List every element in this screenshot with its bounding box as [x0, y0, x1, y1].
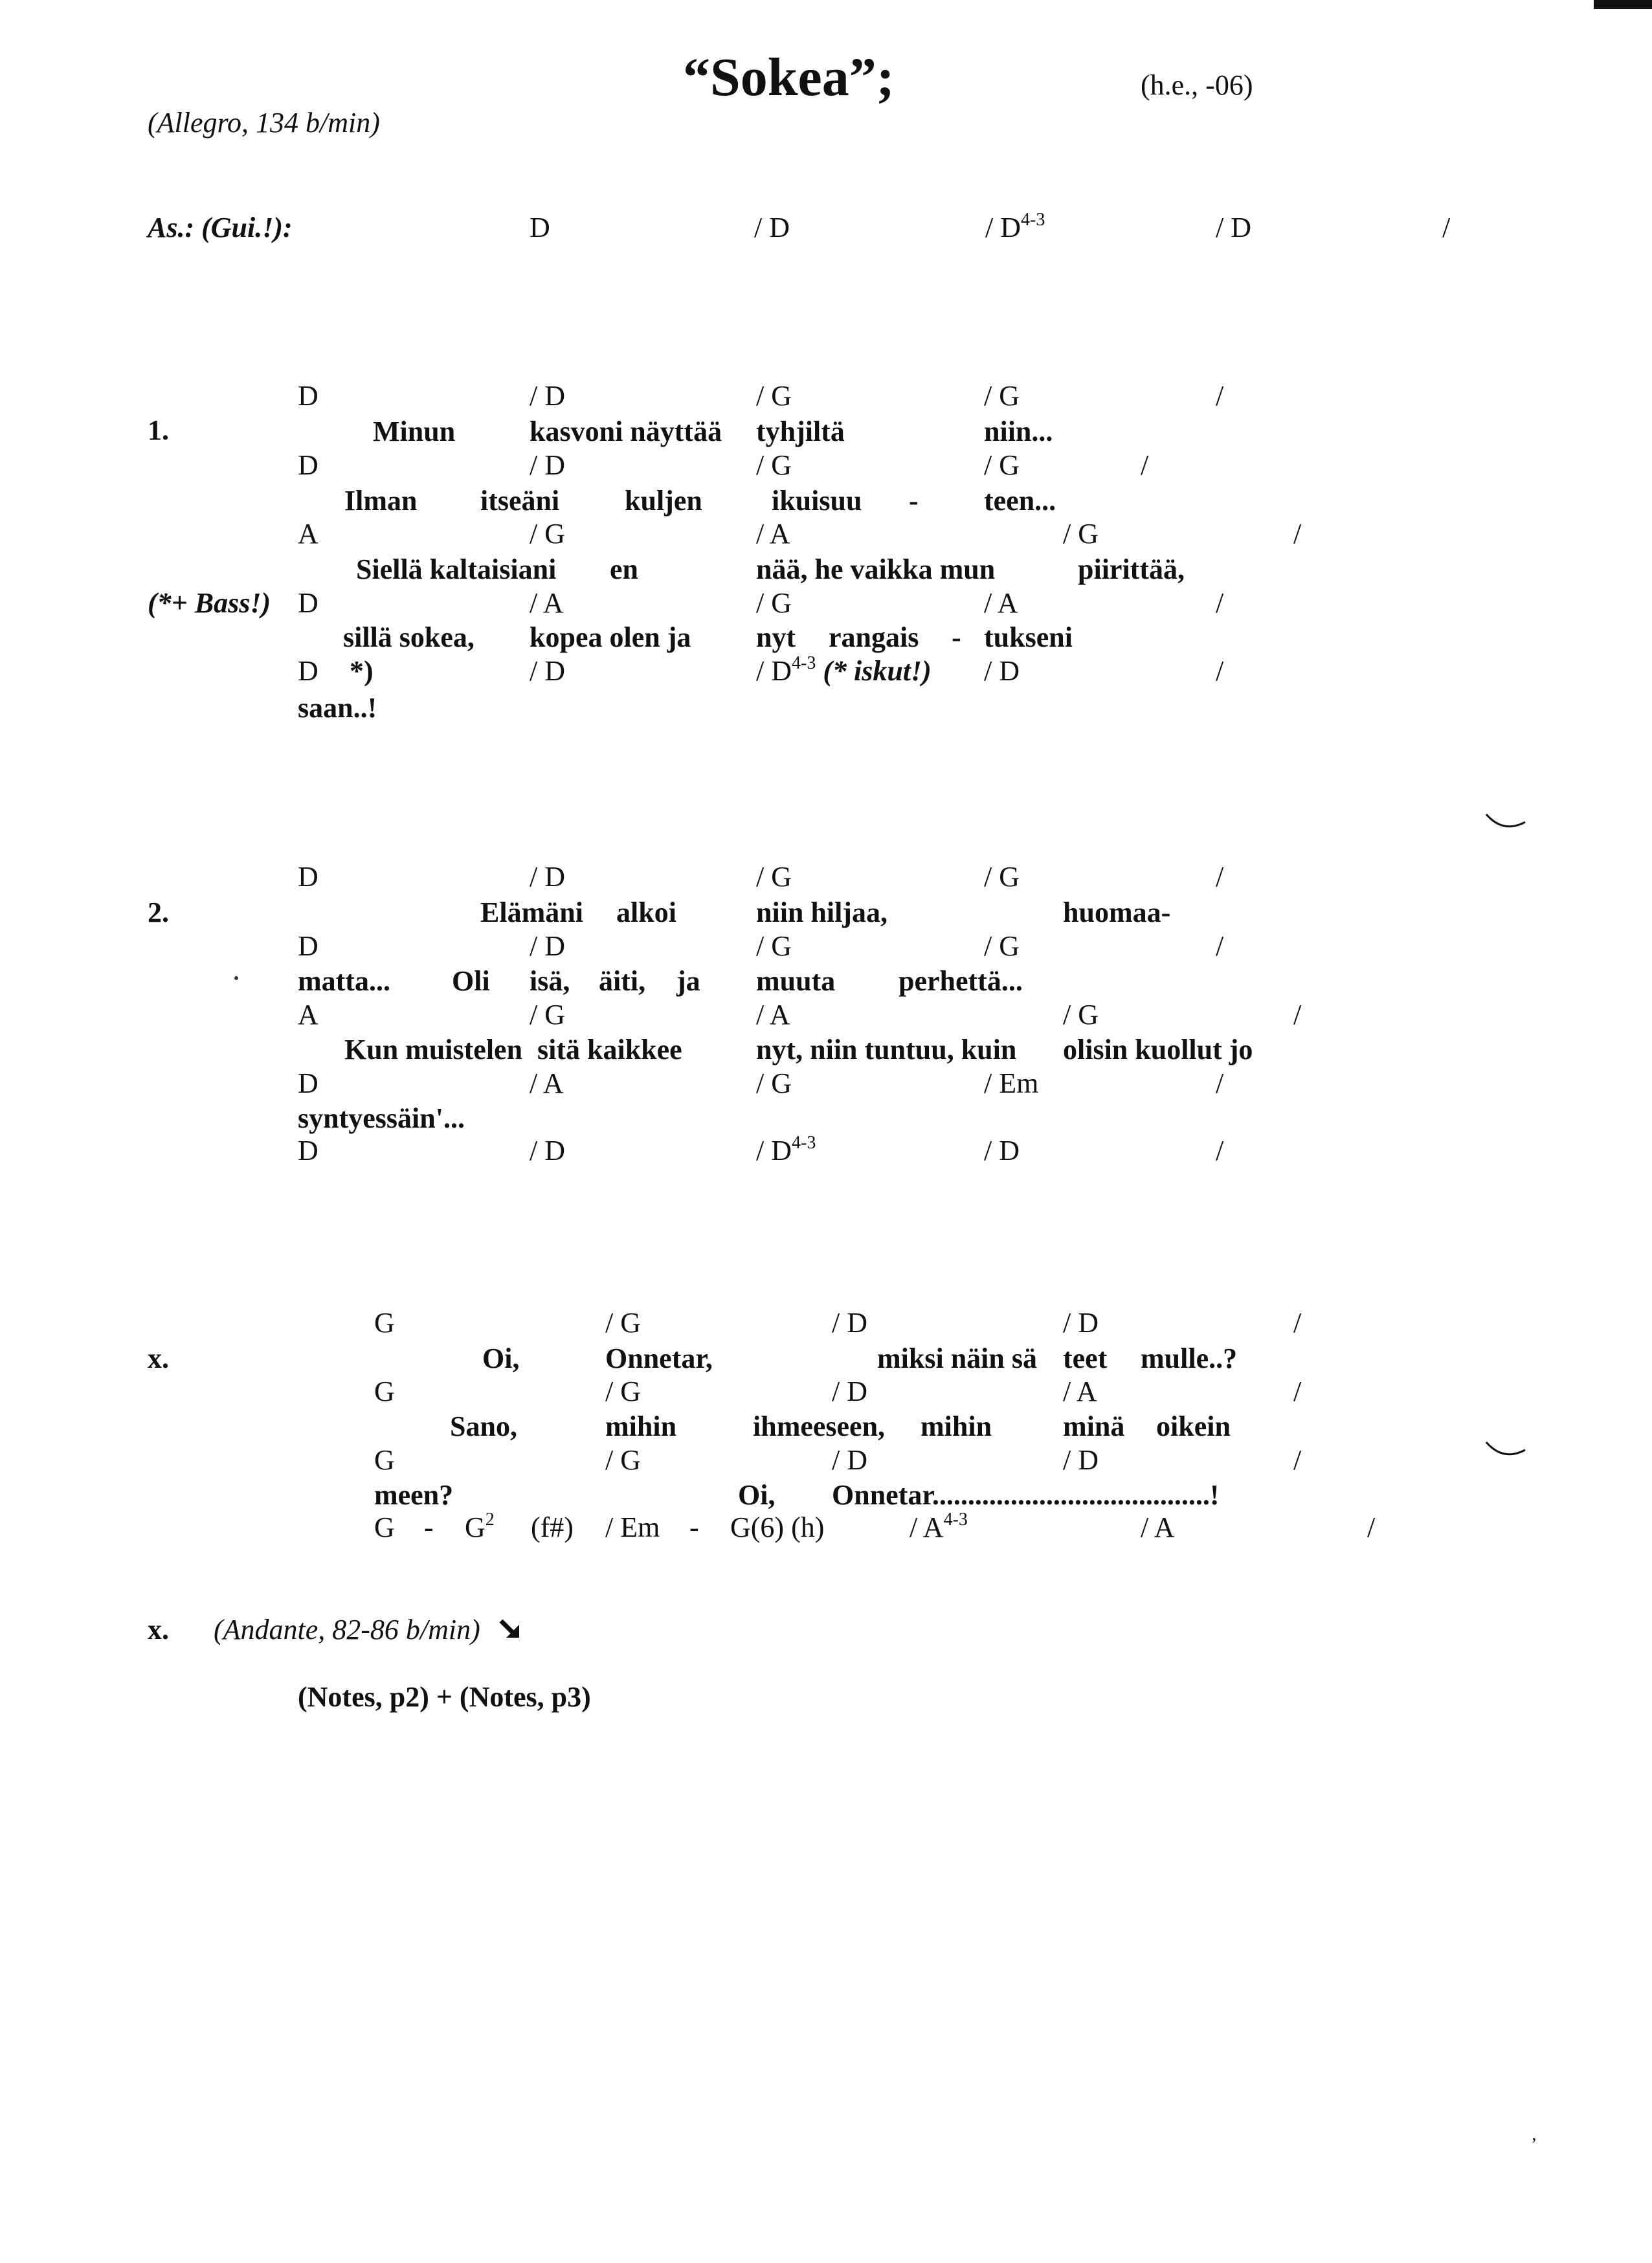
- bar-line: /: [1216, 1067, 1224, 1099]
- lyric: huomaa-: [1063, 897, 1171, 928]
- arrow-down-right-icon: [497, 1617, 523, 1643]
- notes-reference: (Notes, p2) + (Notes, p3): [298, 1681, 591, 1713]
- chord: / G: [756, 587, 792, 619]
- chord: A: [298, 999, 318, 1031]
- bar-line: /: [1442, 212, 1451, 243]
- chord: / G: [530, 518, 565, 550]
- lyric: Siellä kaltaisiani: [356, 553, 557, 585]
- chord: / Em: [605, 1511, 660, 1543]
- lyric: mulle..?: [1141, 1343, 1238, 1374]
- lyric: oikein: [1156, 1410, 1231, 1442]
- chord: / G: [605, 1444, 641, 1476]
- chord: / D: [832, 1376, 867, 1407]
- chord: / A: [530, 1067, 564, 1099]
- lyric: Oli: [452, 965, 490, 997]
- chord: / G: [756, 861, 792, 893]
- lyric: nää, he vaikka mun: [756, 553, 996, 585]
- chord-dash: -: [689, 1511, 699, 1543]
- verse-number: 1.: [148, 414, 169, 446]
- bar-line: /: [1216, 930, 1224, 962]
- chorus-marker: x.: [148, 1343, 169, 1374]
- chord: / D: [530, 861, 565, 893]
- tempo-marking: (Andante, 82-86 b/min): [214, 1614, 480, 1645]
- chord: / G: [756, 1067, 792, 1099]
- chord: / D: [530, 1135, 565, 1166]
- bass-note: (*+ Bass!): [148, 587, 271, 619]
- lyric: sillä sokea,: [343, 621, 474, 653]
- chord-dash: -: [424, 1511, 434, 1543]
- chord: / $A^{4-3}$: [910, 1510, 968, 1543]
- chord: D: [530, 212, 550, 243]
- lyric: Elämäni: [480, 897, 583, 928]
- chord: D: [298, 861, 318, 893]
- lyric: saan..!: [298, 692, 377, 724]
- bar-line: /: [1293, 518, 1302, 550]
- scan-curve-mark: [1484, 1438, 1529, 1464]
- lyric: kuljen: [625, 485, 702, 517]
- chord: / G: [605, 1376, 641, 1407]
- chord: / G: [1063, 999, 1099, 1031]
- lyric: niin hiljaa,: [756, 897, 887, 928]
- scan-tick-mark: ’: [1531, 2135, 1537, 2155]
- lyric: mihin: [921, 1410, 992, 1442]
- bar-line: /: [1216, 655, 1224, 687]
- chord: D: [298, 930, 318, 962]
- chord: / $D^{4-3}$: [756, 1133, 816, 1166]
- chord: D: [298, 1135, 318, 1166]
- lyric: niin...: [984, 416, 1053, 447]
- lyric: teen...: [984, 485, 1056, 517]
- lyric: Ilman: [344, 485, 418, 517]
- chord: / D: [832, 1444, 867, 1476]
- lyric: itseäni: [480, 485, 560, 517]
- chord: / G: [756, 380, 792, 412]
- chord: / G: [530, 999, 565, 1031]
- chord: / D: [530, 930, 565, 962]
- lyric: meen?: [374, 1479, 454, 1511]
- chord-bass-note: (f#): [531, 1511, 574, 1543]
- bar-line: /: [1293, 1376, 1302, 1407]
- chord: / D: [984, 1135, 1020, 1166]
- lyric: muuta: [756, 965, 836, 997]
- lyric: perhettä...: [899, 965, 1023, 997]
- lyric: teet: [1063, 1343, 1108, 1374]
- chord: / G: [984, 380, 1020, 412]
- chord: / G: [984, 449, 1020, 481]
- verse-number: 2.: [148, 897, 169, 928]
- scan-dot-mark: [234, 976, 238, 980]
- chord: G: [374, 1376, 395, 1407]
- bar-line: /: [1141, 449, 1149, 481]
- lyric: Onnetar,: [605, 1343, 713, 1374]
- lyric: -: [952, 621, 961, 653]
- chord: / A: [756, 999, 790, 1031]
- bar-line: /: [1367, 1511, 1376, 1543]
- chord: / D: [1063, 1307, 1099, 1339]
- lyric: syntyessäin'...: [298, 1102, 465, 1134]
- chord: D: [298, 1067, 318, 1099]
- chord: / A: [756, 518, 790, 550]
- chord: G: [374, 1444, 395, 1476]
- chord: / $D^{4-3}$: [985, 210, 1045, 243]
- chord: / A: [1063, 1376, 1097, 1407]
- lyric: sitä kaikkee: [537, 1034, 682, 1065]
- chord: / G: [984, 930, 1020, 962]
- lyric: nyt: [756, 621, 796, 653]
- lyric: tyhjiltä: [756, 416, 845, 447]
- chord: / G: [1063, 518, 1099, 550]
- chord: A: [298, 518, 318, 550]
- tempo-marking: (Allegro, 134 b/min): [148, 107, 380, 139]
- chord: / D: [1216, 212, 1251, 243]
- chord: / A: [1141, 1511, 1175, 1543]
- bar-line: /: [1216, 587, 1224, 619]
- chord: / Em: [984, 1067, 1039, 1099]
- chord: / G: [756, 930, 792, 962]
- chord: D: [298, 655, 318, 687]
- lyric: kasvoni näyttää: [530, 416, 722, 447]
- intro-label: As.: (Gui.!):: [148, 212, 293, 243]
- song-title: “Sokea”;: [683, 47, 895, 107]
- chord: / D: [754, 212, 790, 243]
- chord: / $D^{4-3}$ (* iskut!): [756, 653, 932, 687]
- chord: G: [374, 1511, 395, 1543]
- chord: / D: [530, 380, 565, 412]
- lyric: Onnetar.......................................!: [832, 1479, 1220, 1511]
- scan-curve-mark: [1484, 810, 1529, 836]
- lyric: nyt, niin tuntuu, kuin: [756, 1034, 1017, 1065]
- chord: / G: [756, 449, 792, 481]
- lyric: Oi,: [482, 1343, 520, 1374]
- lyric: matta...: [298, 965, 390, 997]
- lyric: tukseni: [984, 621, 1073, 653]
- chord: D: [298, 380, 318, 412]
- lyric: rangais: [829, 621, 919, 653]
- lyric: -: [909, 485, 919, 517]
- chord: G: [374, 1307, 395, 1339]
- bar-line: /: [1216, 1135, 1224, 1166]
- accent-marker: *): [350, 655, 374, 687]
- chord: / G: [984, 861, 1020, 893]
- lyric: alkoi: [616, 897, 676, 928]
- lyric: miksi näin sä: [877, 1343, 1037, 1374]
- scan-edge-mark: [1594, 0, 1652, 9]
- chord: / D: [984, 655, 1020, 687]
- bar-line: /: [1216, 380, 1224, 412]
- chord: / A: [984, 587, 1018, 619]
- lyric: ja: [676, 965, 700, 997]
- author-credit: (h.e., -06): [1141, 69, 1253, 101]
- chord: / D: [1063, 1444, 1099, 1476]
- lyric: piirittää,: [1078, 553, 1185, 585]
- lyric: isä,: [530, 965, 570, 997]
- chord: / D: [832, 1307, 867, 1339]
- lyric: minä: [1063, 1410, 1125, 1442]
- lyric: kopea olen ja: [530, 621, 691, 653]
- chord: / D: [530, 655, 565, 687]
- lyric: äiti,: [599, 965, 646, 997]
- lyric: Sano,: [450, 1410, 517, 1442]
- bar-line: /: [1293, 1307, 1302, 1339]
- lyric: Minun: [373, 416, 456, 447]
- bar-line: /: [1293, 1444, 1302, 1476]
- lyric: mihin: [605, 1410, 677, 1442]
- section-marker: x.: [148, 1614, 169, 1645]
- bar-line: /: [1293, 999, 1302, 1031]
- chord: D: [298, 587, 318, 619]
- chord: / A: [530, 587, 564, 619]
- chord: D: [298, 449, 318, 481]
- chord: G(6) (h): [730, 1511, 825, 1543]
- lyric: Kun muistelen: [344, 1034, 523, 1065]
- lyric: en: [610, 553, 638, 585]
- chord: / D: [530, 449, 565, 481]
- chord: $G^2$: [465, 1510, 495, 1543]
- lyric: ikuisuu: [772, 485, 862, 517]
- lyric: olisin kuollut jo: [1063, 1034, 1253, 1065]
- lyric: ihmeeseen,: [753, 1410, 886, 1442]
- chord: / G: [605, 1307, 641, 1339]
- lyric: Oi,: [738, 1479, 776, 1511]
- bar-line: /: [1216, 861, 1224, 893]
